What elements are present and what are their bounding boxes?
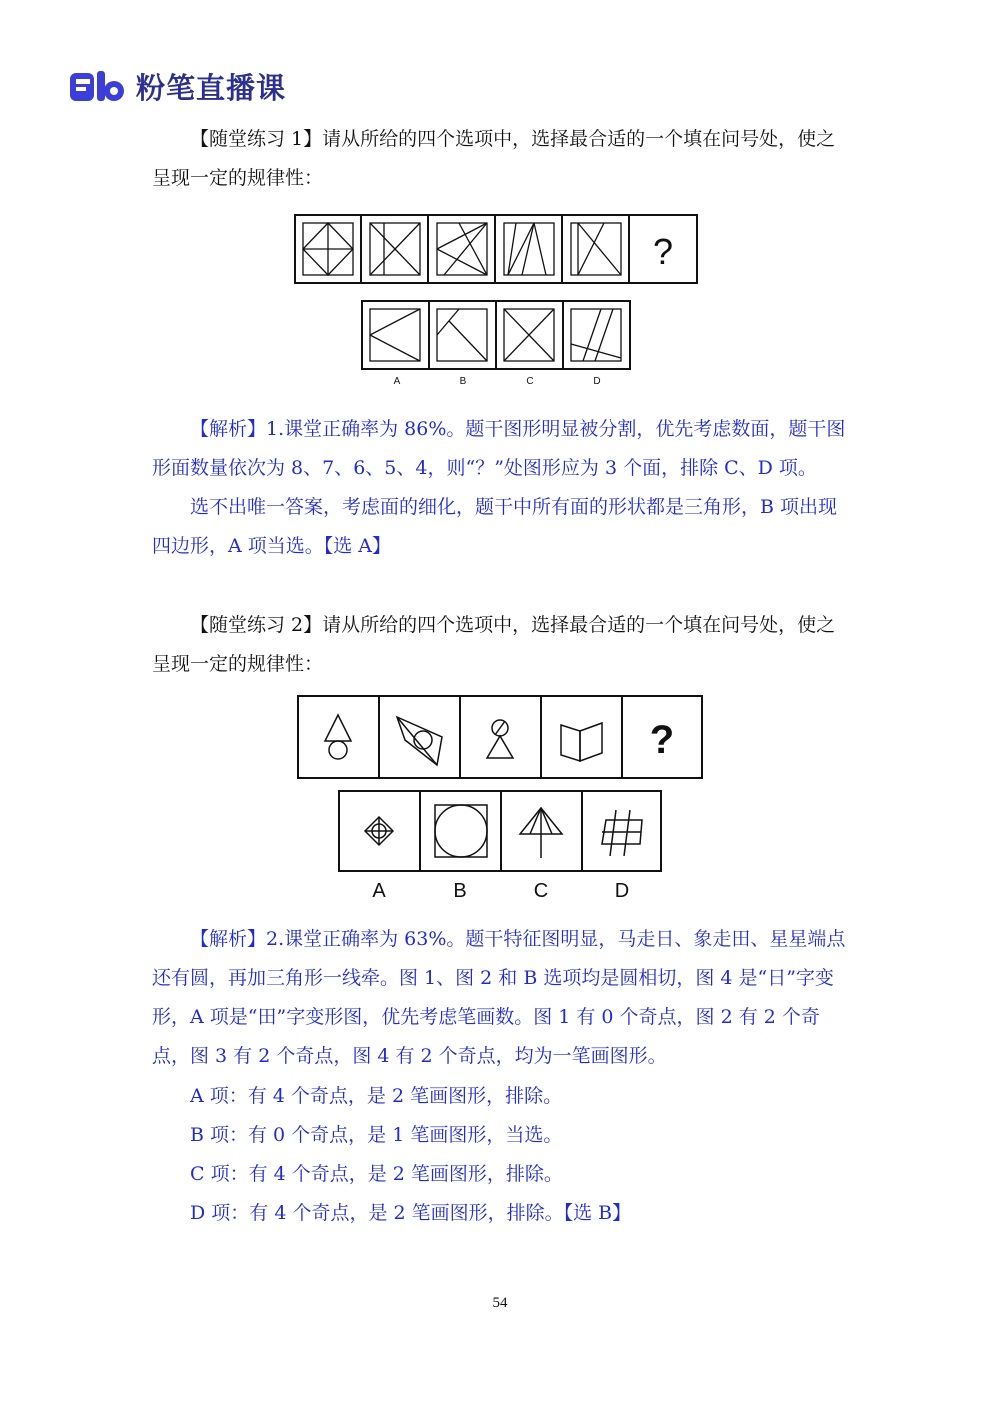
q1-options-figure — [361, 300, 633, 390]
q2-title: 【随堂练习 2】请从所给的四个选项中，选择最合适的一个填在问号处，使之呈现一定的规律性： — [152, 614, 836, 675]
q2-option-b-label: B — [453, 880, 467, 902]
q1-option-b-label: B — [459, 376, 467, 387]
q2-option-d-label: D — [614, 880, 630, 902]
q2-question-mark: ? — [649, 718, 675, 762]
q2-analysis-p1: 【解析】2.课堂正确率为 63%。题干特征图明显，马走日、象走田、星星端点还有圆，再加三角形一线牵。图 1、图 2 和 B 选项均是圆相切，图 4 是“日”字变形，A 项是“田”字变形图，优先考虑笔画数。图 1 有 0 个奇点，图 2 有 2 个奇点，图 3 有 2 个奇点，图 4 有 2 个奇点，均为一笔画图形。 — [152, 928, 846, 1067]
q2-option-c-analysis: C 项：有 4 个奇点，是 2 笔画图形，排除。 — [190, 1163, 563, 1185]
q1-option-c-label: C — [526, 376, 534, 387]
page-number: 54 — [492, 1295, 508, 1311]
q1-analysis-p1: 【解析】1.课堂正确率为 86%。题干图形明显被分割，优先考虑数面，题干图形面数量依次为 8、7、6、5、4，则“？”处图形应为 3 个面，排除 C、D 项。 — [152, 418, 846, 479]
brand-logo — [70, 66, 286, 107]
q2-question-figure — [297, 695, 705, 781]
q1-title: 【随堂练习 1】请从所给的四个选项中，选择最合适的一个填在问号处，使之呈现一定的规律性： — [152, 128, 836, 189]
q2-option-d-analysis: D 项：有 4 个奇点，是 2 笔画图形，排除。【选 B】 — [190, 1202, 632, 1224]
q2-option-a-analysis: A 项：有 4 个奇点，是 2 笔画图形，排除。 — [190, 1085, 563, 1107]
q2-options-figure — [338, 790, 664, 902]
q1-option-d-label: D — [593, 376, 601, 387]
q2-option-c-label: C — [533, 880, 549, 902]
q2-option-b-analysis: B 项：有 0 个奇点，是 1 笔画图形，当选。 — [190, 1124, 563, 1146]
fenbi-logo-icon — [70, 69, 126, 105]
q1-question-figure — [294, 214, 698, 286]
q1-analysis-p2: 选不出唯一答案，考虑面的细化，题干中所有面的形状都是三角形，B 项出现四边形，A 项当选。【选 A】 — [152, 496, 838, 557]
q2-option-a-label: A — [372, 880, 386, 902]
q1-question-mark: ? — [652, 231, 674, 272]
brand-name: 粉笔直播课 — [136, 71, 287, 105]
q1-option-a-label: A — [393, 376, 401, 387]
